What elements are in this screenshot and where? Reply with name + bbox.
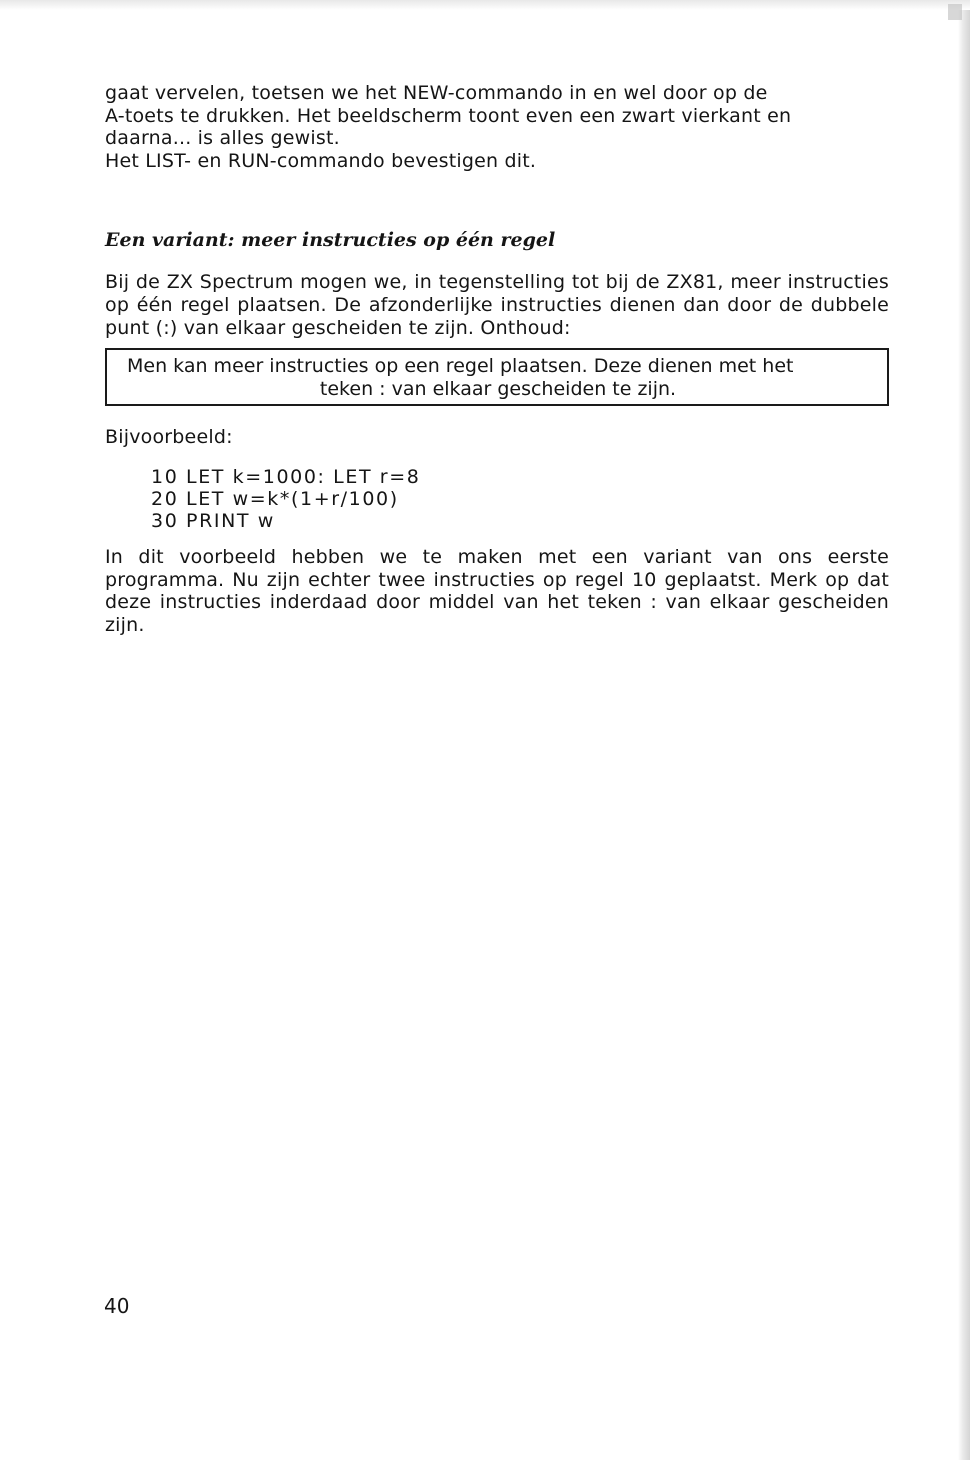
remember-box — [105, 348, 889, 406]
remember-box-line-2: teken : van elkaar gescheiden te zijn. — [319, 377, 677, 400]
code-line-10: 10 LET k=1000: LET r=8 — [151, 465, 421, 488]
code-listing — [105, 466, 889, 532]
intro-line-2: A-toets te drukken. Het beeldscherm toont even een zwart vierkant en — [105, 104, 792, 127]
page-number: 40 — [104, 1294, 130, 1318]
intro-line-4: Het LIST- en RUN-commando bevestigen dit. — [105, 149, 537, 172]
page-top-shadow — [0, 0, 970, 10]
example-label: Bijvoorbeeld: — [105, 426, 233, 449]
remember-box-line-1: Men kan meer instructies op een regel plaatsen. Deze dienen met het — [127, 355, 794, 378]
intro-line-1: gaat vervelen, toetsen we het NEW-commando in en wel door op de — [105, 82, 768, 104]
body-paragraph-2: In dit voorbeeld hebben we te maken met een variant van ons eerste programma. Nu zijn echter twee instructies op regel 10 geplaatst. Merk op dat deze instructies inderdaad door middel van het teken : van elkaar gescheiden zijn. — [105, 545, 889, 636]
code-line-20: 20 LET w=k*(1+r/100) — [151, 487, 399, 510]
intro-line-3: daarna... is alles gewist. — [105, 127, 340, 150]
section-heading: Een variant: meer instructies op één regel — [105, 229, 556, 252]
page-content — [105, 82, 889, 636]
scan-corner-mark — [948, 4, 962, 20]
body-paragraph-1: Bij de ZX Spectrum mogen we, in tegenstelling tot bij de ZX81, meer instructies op één regel plaatsen. De afzonderlijke instructies dienen dan door de dubbele punt (:) van elkaar gescheiden te zijn. Onthoud: — [105, 271, 889, 339]
code-line-30: 30 PRINT w — [151, 509, 275, 532]
